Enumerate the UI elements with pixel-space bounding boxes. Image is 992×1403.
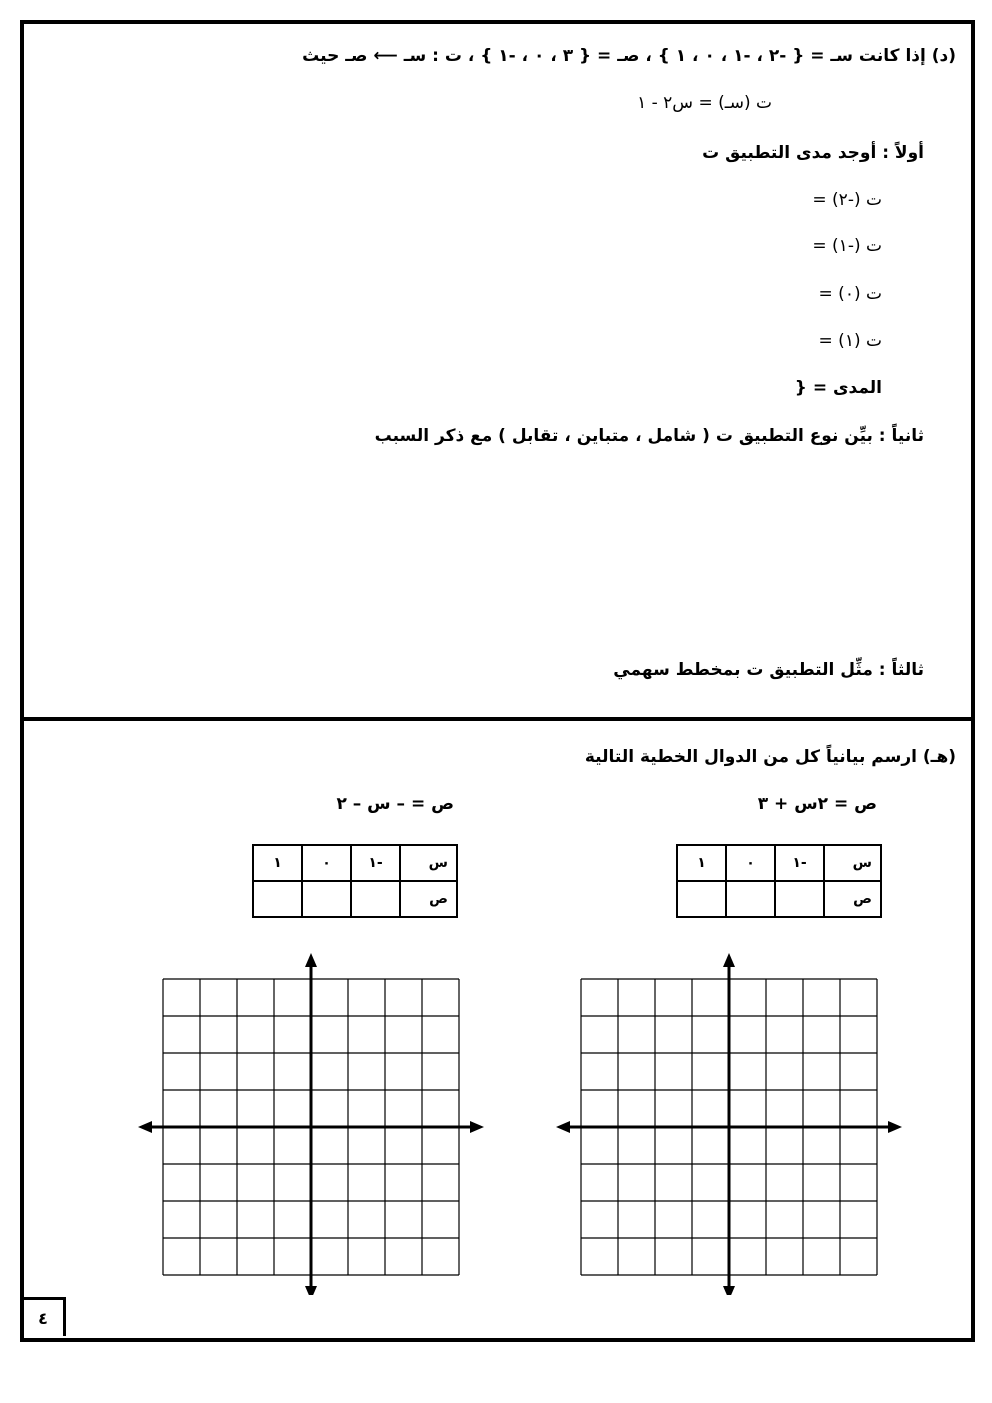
y-axis-arrow-down-icon [305,1286,317,1295]
x-axis-arrow-right-icon [888,1121,902,1133]
x-axis-arrow-left-icon [556,1121,570,1133]
y-axis-arrow-up-icon [723,953,735,967]
equation-right: ص = ٢س + ٣ [757,794,877,814]
coordinate-grid-right[interactable] [548,945,908,1295]
table-x-cell: -١ [351,845,400,881]
table-x-cell: ١ [253,845,302,881]
y-axis-arrow-down-icon [723,1286,735,1295]
value-table-left [252,844,458,918]
question-d-intro: (د) إذا كانت سـ = { -٢ ، -١ ، ٠ ، ١ } ، صـ = { ٣ ، ٠ ، -١ } ، ت : سـ ⟵ صـ حيث [302,46,956,66]
eval-row-1: ت (-٢) = [812,190,882,210]
table-y-cell-empty[interactable] [302,881,351,917]
section-divider [20,717,975,721]
table-y-cell-empty[interactable] [253,881,302,917]
table-y-cell-empty[interactable] [677,881,726,917]
table-y-header: ص [400,881,457,917]
table-x-cell: ٠ [726,845,775,881]
table-x-header: س [824,845,881,881]
part-two-prompt: ثانياً : بيِّن نوع التطبيق ت ( شامل ، متباين ، تقابل ) مع ذكر السبب [374,426,924,446]
table-x-cell: ١ [677,845,726,881]
value-table-right [676,844,882,918]
range-line: المدى = { [794,378,882,398]
part-one-prompt: أولاً : أوجد مدى التطبيق ت [702,143,924,163]
equation-left: ص = – س – ٢ [336,794,454,814]
eval-row-2: ت (-١) = [812,236,882,256]
question-h-heading: (هـ) ارسم بيانياً كل من الدوال الخطية التالية [584,747,956,767]
table-x-cell: ٠ [302,845,351,881]
x-axis-arrow-left-icon [138,1121,152,1133]
function-rule: ت (سـ) = س٢ - ١ [637,93,772,113]
x-axis-arrow-right-icon [470,1121,484,1133]
part-three-prompt: ثالثاً : مثِّل التطبيق ت بمخطط سهمي [613,660,924,680]
coordinate-grid-left[interactable] [130,945,490,1295]
table-y-cell-empty[interactable] [351,881,400,917]
table-x-header: س [400,845,457,881]
table-y-cell-empty[interactable] [726,881,775,917]
eval-row-3: ت (٠) = [818,284,882,304]
table-x-cell: -١ [775,845,824,881]
page-number: ٤ [23,1297,66,1336]
eval-row-4: ت (١) = [818,331,882,351]
y-axis-arrow-up-icon [305,953,317,967]
table-y-header: ص [824,881,881,917]
table-y-cell-empty[interactable] [775,881,824,917]
